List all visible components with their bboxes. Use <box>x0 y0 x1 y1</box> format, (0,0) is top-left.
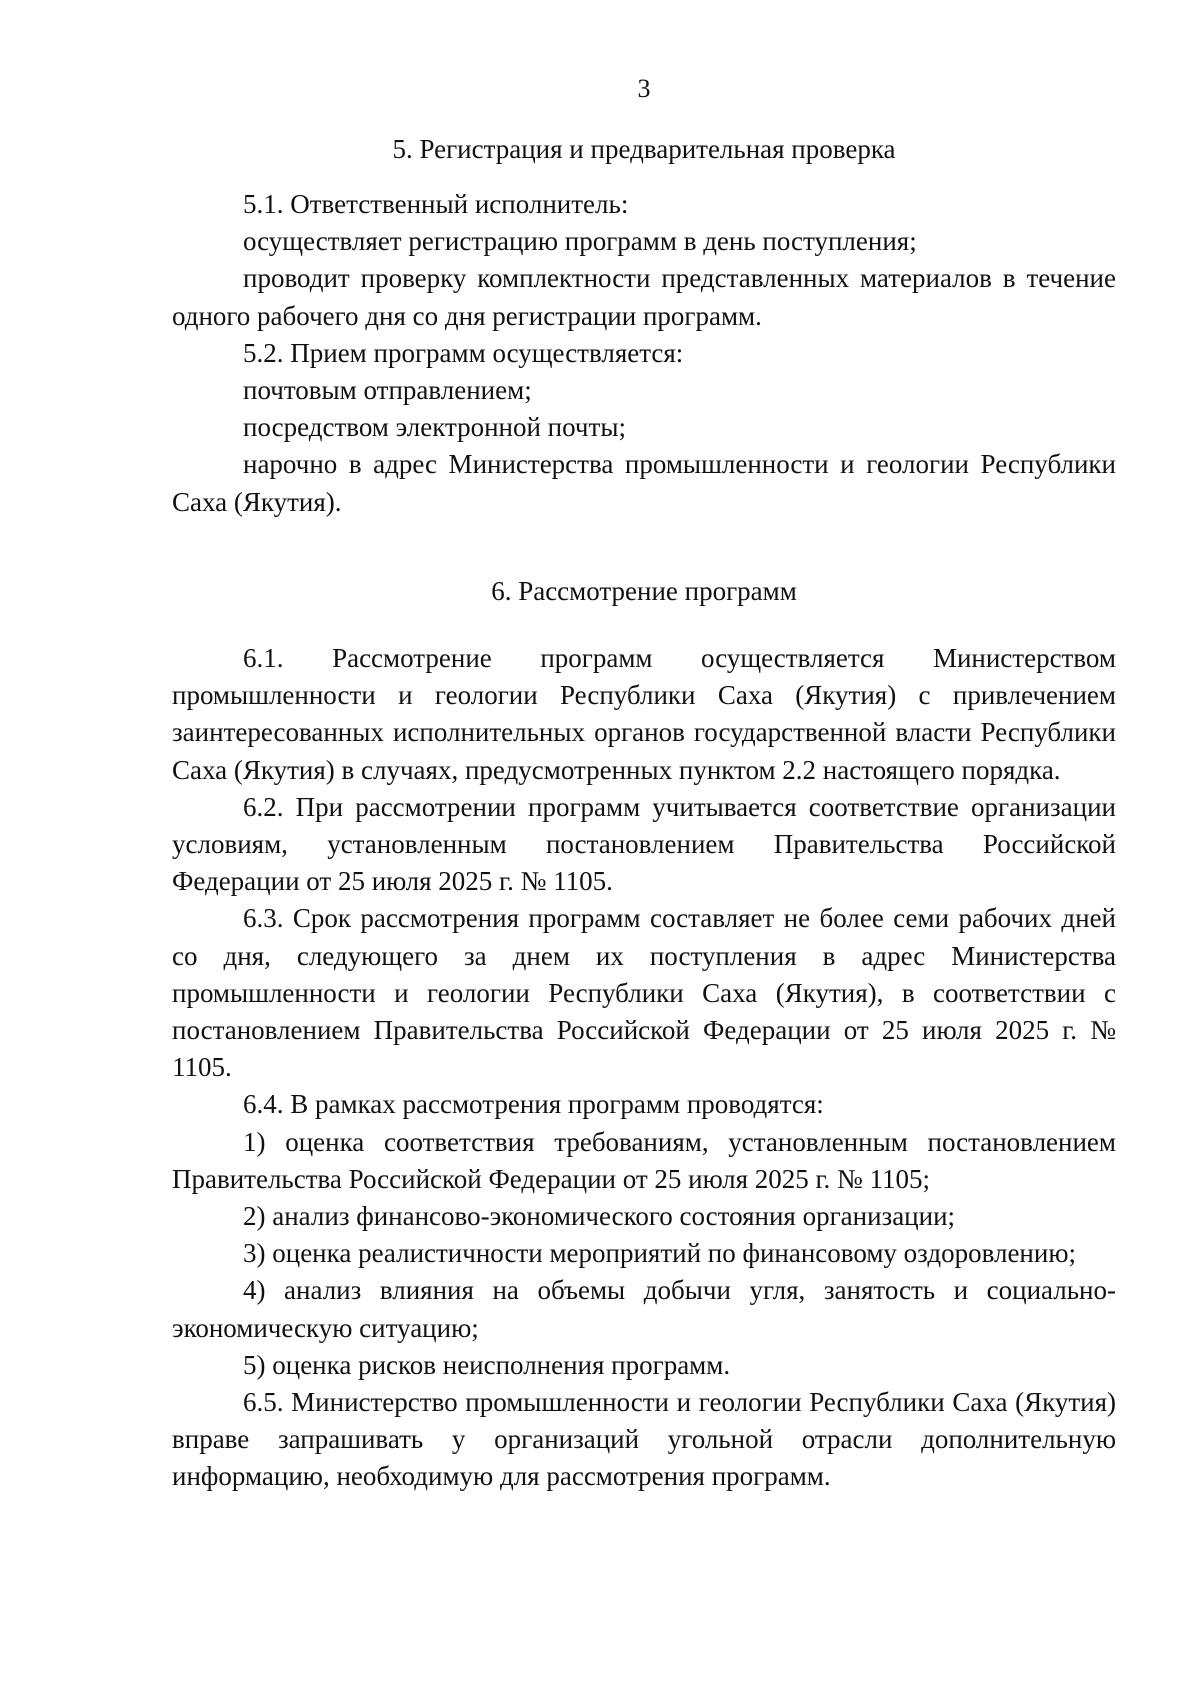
paragraph-6-4-5: 5) оценка рисков неисполнения программ. <box>243 1349 731 1380</box>
paragraph-5-2: 5.2. Прием программ осуществляется: <box>243 337 684 368</box>
section-6-heading: 6. Рассмотрение программ <box>491 576 797 606</box>
paragraph-5-2-a: почтовым отправлением; <box>243 375 532 406</box>
paragraph-5-1-b: проводит проверку комплектности представленных материалов в течение одного рабочего дня со дня регистрации программ. <box>172 263 1116 331</box>
section-6-body <box>172 640 1116 1496</box>
paragraph-6-3: 6.3. Срок рассмотрения программ составляет не более семи рабочих дней со дня, следующего за днем их поступления в адрес Министерства промышленности и геологии Республики Саха (Якутия), в соответствии с постановлением Правительства Российской Федерации от 25 июля 2025 г. № 1105. <box>172 903 1116 1083</box>
paragraph-5-1: 5.1. Ответственный исполнитель: <box>243 189 629 219</box>
paragraph-6-4-1: 1) оценка соответствия требованиям, установленным постановлением Правительства Российской Федерации от 25 июля 2025 г. № 1105; <box>172 1126 1116 1194</box>
paragraph-6-4-4: 4) анализ влияния на объемы добычи угля, занятость и социально-экономическую ситуацию; <box>172 1275 1116 1343</box>
paragraph-6-4: 6.4. В рамках рассмотрения программ проводятся: <box>243 1089 824 1120</box>
paragraph-5-2-b: посредством электронной почты; <box>243 412 626 443</box>
page-number: 3 <box>637 74 651 103</box>
paragraph-5-1-a: осуществляет регистрацию программ в день поступления; <box>243 226 917 257</box>
section-5-heading: 5. Регистрация и предварительная проверка <box>392 134 896 164</box>
paragraph-6-2: 6.2. При рассмотрении программ учитывается соответствие организации условиям, установленным постановлением Правительства Российской Федерации от 25 июля 2025 г. № 1105. <box>172 791 1116 897</box>
section-5-body <box>172 186 1116 521</box>
paragraph-6-4-3: 3) оценка реалистичности мероприятий по финансовому оздоровлению; <box>243 1238 1077 1269</box>
paragraph-6-5: 6.5. Министерство промышленности и геологии Республики Саха (Якутия) вправе запрашивать у организаций угольной отрасли дополнительную информацию, необходимую для рассмотрения программ. <box>172 1387 1116 1492</box>
paragraph-5-2-c: нарочно в адрес Министерства промышленности и геологии Республики Саха (Якутия). <box>172 449 1116 517</box>
paragraph-6-4-2: 2) анализ финансово-экономического состояния организации; <box>243 1201 956 1232</box>
paragraph-6-1: 6.1. Рассмотрение программ осуществляется Министерством промышленности и геологии Республики Саха (Якутия) с привлечением заинтересованных исполнительных органов государственной власти Республики Саха (Якутия) в случаях, предусмотренных пунктом 2.2 настоящего порядка. <box>172 643 1116 785</box>
